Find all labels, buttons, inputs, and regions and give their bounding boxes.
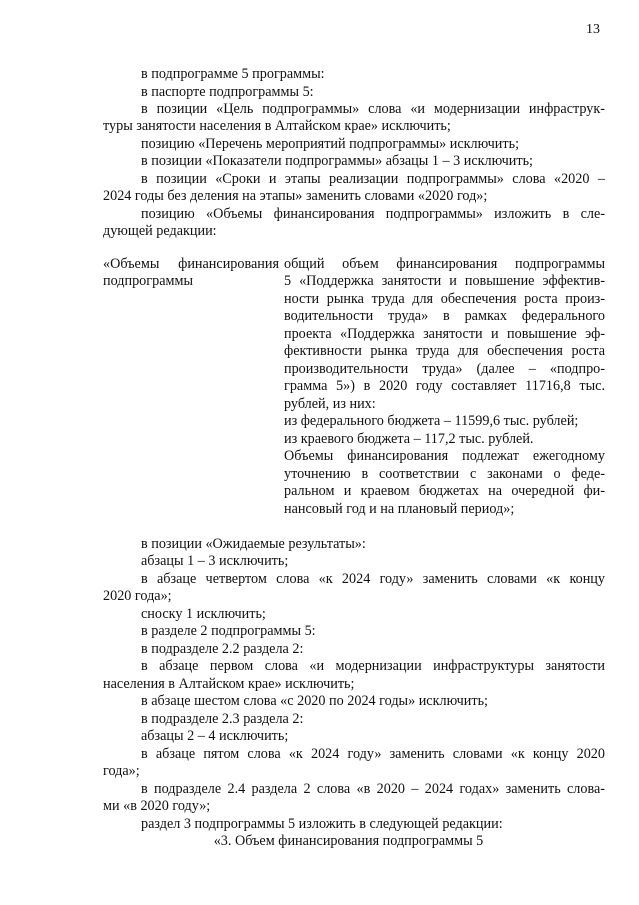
value-line: 5 «Поддержка занятости и повышение эффектив- <box>284 273 605 289</box>
value-line: ности рынка труда для обеспечения роста произ- <box>284 291 605 307</box>
paragraph-line: населения в Алтайском крае» исключить; <box>103 676 355 692</box>
value-line: из федерального бюджета – 11599,6 тыс. рублей; <box>284 413 579 429</box>
paragraph-line: позицию «Объемы финансирования подпрограммы» изложить в сле- <box>141 206 605 222</box>
value-line: уточнению в соответствии с законами о феде- <box>284 466 605 482</box>
paragraph-line: в подпрограмме 5 программы: <box>141 66 325 82</box>
paragraph-line: в подразделе 2.4 раздела 2 слова «в 2020 – 2024 годах» заменить слова- <box>141 781 605 797</box>
paragraph-line: в позиции «Цель подпрограммы» слова «и модернизации инфраструк- <box>141 101 605 117</box>
paragraph-line: ми «в 2020 году»; <box>103 798 211 814</box>
value-line: производительности труда» (далее – «подпро- <box>284 361 605 377</box>
paragraph-line: в абзаце шестом слова «с 2020 по 2024 годы» исключить; <box>141 693 488 709</box>
page-number: 13 <box>586 22 600 37</box>
paragraph-line: в подразделе 2.2 раздела 2: <box>141 641 304 657</box>
paragraph-line: в позиции «Сроки и этапы реализации подпрограммы» слова «2020 – <box>141 171 605 187</box>
value-line: водительности труда» в рамках федерального <box>284 308 605 324</box>
paragraph-line: 2020 года»; <box>103 588 172 604</box>
paragraph-line: в абзаце четвертом слова «к 2024 году» заменить словами «к концу <box>141 571 605 587</box>
paragraph-line: в абзаце пятом слова «к 2024 году» заменить словами «к концу 2020 <box>141 746 605 762</box>
value-line: Объемы финансирования подлежат ежегодному <box>284 448 605 464</box>
value-line: грамма 5») в 2020 году составляет 11716,8 тыс. <box>284 378 605 394</box>
paragraph-line: в паспорте подпрограммы 5: <box>141 84 314 100</box>
value-line: нансовый год и на плановый период»; <box>284 501 515 517</box>
paragraph-line: дующей редакции: <box>103 223 217 239</box>
paragraph-line: в позиции «Ожидаемые результаты»: <box>141 536 366 552</box>
paragraph-line: 2024 годы без деления на этапы» заменить словами «2020 год»; <box>103 188 488 204</box>
label-line: «Объемы финансирования <box>103 256 279 272</box>
paragraph-line: абзацы 2 – 4 исключить; <box>141 728 289 744</box>
value-line: из краевого бюджета – 117,2 тыс. рублей. <box>284 431 534 447</box>
paragraph-line: в позиции «Показатели подпрограммы» абзацы 1 – 3 исключить; <box>141 153 533 169</box>
paragraph-line: позицию «Перечень мероприятий подпрограммы» исключить; <box>141 136 520 152</box>
value-line: проекта «Поддержка занятости и повышение эф- <box>284 326 605 342</box>
value-line: общий объем финансирования подпрограммы <box>284 256 605 272</box>
section-heading: «3. Объем финансирования подпрограммы 5 <box>213 833 484 849</box>
value-line: фективности рынка труда для обеспечения роста <box>284 343 605 359</box>
paragraph-line: туры занятости населения в Алтайском крае» исключить; <box>103 118 451 134</box>
label-line: подпрограммы <box>103 273 193 289</box>
paragraph-line: сноску 1 исключить; <box>141 606 266 622</box>
paragraph-line: в подразделе 2.3 раздела 2: <box>141 711 304 727</box>
paragraph-line: в абзаце первом слова «и модернизации инфраструктуры занятости <box>141 658 605 674</box>
paragraph-line: года»; <box>103 763 140 779</box>
paragraph-line: абзацы 1 – 3 исключить; <box>141 553 289 569</box>
paragraph-line: в разделе 2 подпрограммы 5: <box>141 623 316 639</box>
paragraph-line: раздел 3 подпрограммы 5 изложить в следующей редакции: <box>141 816 503 832</box>
value-line: ральном и краевом бюджетах на очередной фи- <box>284 483 605 499</box>
value-line: рублей, из них: <box>284 396 376 412</box>
